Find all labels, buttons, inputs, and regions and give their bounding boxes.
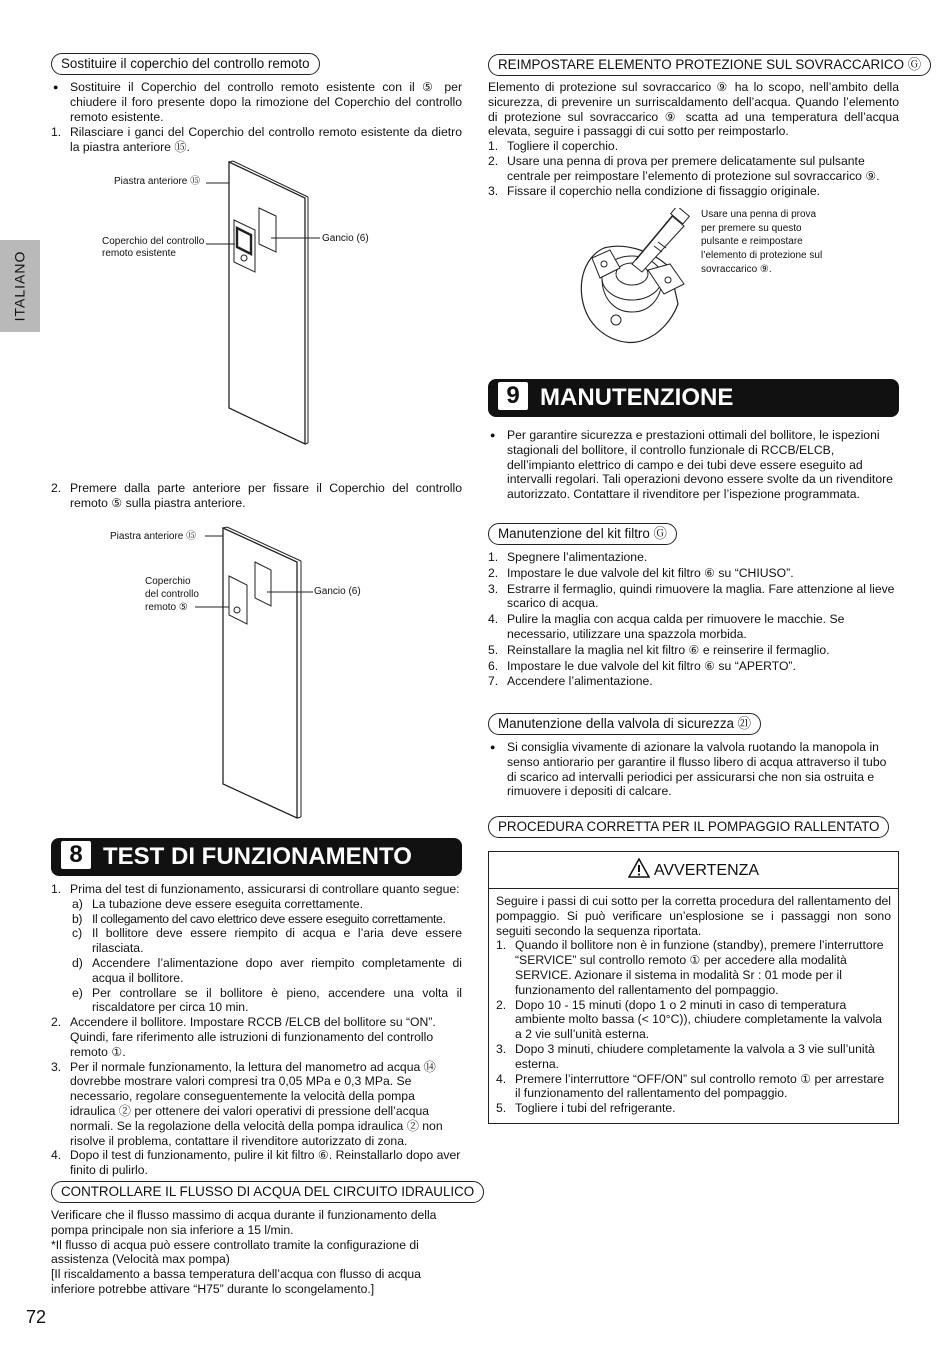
warning-body — [489, 889, 898, 1116]
language-label: ITALIANO — [11, 250, 28, 322]
list-item: ● Per garantire sicurezza e prestazioni ottimali del bollitore, le ispezioni stagionali del bollitore, il controllo funzionale di RCCB/ELCB, dell’impianto elettrico di campo e dei tubi deve essere eseguito ad intervalli regolari. Tali operazioni devono essere svolte da un rivenditore autorizzato. Contattare il rivenditore per l’ispezione programmata. — [490, 428, 893, 502]
section-title-safety-valve: Manutenzione della valvola di sicurezza ㉑ — [488, 713, 761, 735]
list-item: 4. Pulire la maglia con acqua calda per rimuovere le macchie. Se necessario, utilizzare una spazzola morbida. — [488, 612, 845, 641]
list-item: 5. Togliere i tubi del refrigerante. — [496, 1101, 676, 1116]
label-cover-line3: remoto ⑤ — [145, 602, 188, 613]
list-item: 4. Dopo il test di funzionamento, pulire il kit filtro ⑥. Reinstallarlo dopo aver finito di pulirlo. — [51, 1148, 461, 1178]
list-item: 2. Impostare le due valvole del kit filtro ⑥ su “CHIUSO”. — [488, 565, 794, 580]
test-steps — [51, 882, 462, 1178]
page-number: 72 — [26, 1307, 47, 1327]
list-item: 3. Per il normale funzionamento, la lettura del manometro ad acqua ⑭ dovrebbe mostrare valori compresi tra 0,05 MPa e 0,3 MPa. Se necessario, regolare conseguentemente la velocità della pompa idraulica ② per ottenere dei valori operativi di pressione dell’acqua normali. Se la regolazione della velocità della pompa idraulica ② non risolve il problema, contattare il rivenditore autorizzato di zona. — [51, 1059, 443, 1148]
list-item: 2. Premere dalla parte anteriore per fissare il Coperchio del controllo remoto ⑤ sulla piastra anteriore. — [51, 481, 462, 510]
label-existing-cover-line2: remoto esistente — [102, 248, 176, 259]
list-item: 6. Impostare le due valvole del kit filtro ⑥ su “APERTO”. — [488, 658, 796, 673]
sub-item: c) Il bollitore deve essere riempito di acqua e l’aria deve essere rilasciata. — [72, 926, 462, 956]
paragraph: Elemento di protezione sul sovraccarico ⑨ ha lo scopo, nell’ambito della sicurezza, di prevenire un surriscaldamento dell’acqua. Quando l’elemento di protezione sul sovraccarico ⑨ scatta ad una temperatura dell’acqua elevata, seguire i passaggi di cui sotto per reimpostarlo. — [488, 80, 899, 139]
label-front-plate: Piastra anteriore ⑮ — [114, 176, 201, 187]
maintenance-text — [488, 428, 899, 502]
list-item: 3. Fissare il coperchio nella condizione di fissaggio originale. — [488, 183, 820, 198]
replace-cover-text — [51, 80, 462, 155]
water-flow-text — [51, 1208, 462, 1297]
section-title-filter-kit: Manutenzione del kit filtro Ⓖ — [488, 523, 677, 545]
warning-icon — [628, 858, 650, 878]
section-heading: MANUTENZIONE — [540, 384, 734, 411]
label-hook: Gancio (6) — [314, 586, 361, 597]
list-item: 2. Accendere il bollitore. Impostare RCCB /ELCB del bollitore su “ON”. Quindi, fare riferimento alle istruzioni di funzionamento del controllo remoto ①. — [51, 1015, 436, 1059]
list-item: 2. Usare una penna di prova per premere delicatamente sul pulsante centrale per reimpostare l’elemento di protezione sul sovraccarico ⑨. — [488, 153, 880, 183]
list-item: 1. Prima del test di funzionamento, assicurarsi di controllare quanto segue: a) La tubazione deve essere eseguita correttamente. b) Il collegamento del cavo elettrico deve essere eseguito correttamente. c) Il bollitore deve essere riempito di acqua e l’aria deve essere rilasciata. d) Accendere l’alimentazione dopo aver riempito completamente di acqua il bollitore. e) Per controllare se il bollitore è pieno, accendere una volta il riscaldatore per circa 10 min. — [51, 882, 462, 1015]
section-number: 9 — [498, 382, 528, 410]
list-item: ● Sostituire il Coperchio del controllo remoto esistente con il ⑤ per chiudere il foro presente dopo la rimozione del Coperchio del controllo remoto esistente. — [53, 80, 462, 124]
paragraph: Seguire i passi di cui sotto per la corretta procedura del rallentamento del pompaggio. Si può verificare un’esplosione se i passaggi non sono seguiti secondo la sequenza riportata. — [496, 894, 891, 938]
list-item: 1. Togliere il coperchio. — [488, 139, 619, 154]
warning-box — [488, 851, 899, 1124]
section-banner-test — [51, 838, 462, 876]
sub-item: e) Per controllare se il bollitore è pieno, accendere una volta il riscaldatore per circa 10 min. — [72, 985, 462, 1015]
label-hook: Gancio (6) — [322, 233, 369, 244]
warning-header — [489, 852, 898, 889]
list-item: 7. Accendere l’alimentazione. — [488, 674, 653, 689]
filter-steps — [488, 550, 899, 689]
label-cover-line1: Coperchio — [145, 576, 191, 587]
section-banner-maintenance — [488, 379, 899, 417]
list-item: 1. Quando il bollitore non è in funzione (standby), premere l’interruttore “SERVICE” sul controllo remoto ① per accedere alla modalità SERVICE. Azionare il sistema in modalità Sr : 01 mode per il funzionamento del rallentamento del pompaggio. — [496, 938, 884, 997]
paragraph: *Il flusso di acqua può essere controllato tramite la configurazione di assistenza (Velocità max pompa) — [51, 1237, 419, 1267]
list-item: 5. Reinstallare la maglia nel kit filtro ⑥ e reinserire il fermaglio. — [488, 642, 830, 657]
sub-item: b) Il collegamento del cavo elettrico deve essere eseguito correttamente. — [72, 911, 446, 926]
list-item: 3. Estrarre il fermaglio, quindi rimuovere la maglia. Fare attenzione al lieve scarico di acqua. — [488, 581, 895, 611]
language-side-tab — [0, 240, 40, 332]
figure-remove-cover — [95, 158, 395, 450]
list-item: 3. Dopo 3 minuti, chiudere completamente la valvola a 3 vie sull’unità esterna. — [496, 1041, 875, 1071]
label-front-plate: Piastra anteriore ⑮ — [110, 531, 197, 542]
figure-caption: Usare una penna di prova per premere su questo pulsante e reimpostare l’elemento di protezione sul sovraccarico ⑨. — [701, 209, 823, 275]
label-existing-cover-line1: Coperchio del controllo — [102, 236, 205, 247]
sub-item: d) Accendere l’alimentazione dopo aver riempito completamente di acqua il bollitore. — [72, 955, 462, 985]
sub-item: a) La tubazione deve essere eseguita correttamente. — [72, 896, 364, 911]
label-cover-line2: del controllo — [145, 589, 199, 600]
reset-protector-text — [488, 80, 899, 198]
section-title-pump-down: PROCEDURA CORRETTA PER IL POMPAGGIO RALLENTATO — [488, 816, 889, 838]
safety-valve-text — [488, 740, 899, 799]
paragraph: Verificare che il flusso massimo di acqua durante il funzionamento della pompa principale non sia inferiore a 15 l/min. — [51, 1208, 437, 1237]
warning-title: AVVERTENZA — [653, 862, 760, 879]
list-item: 1. Spegnere l’alimentazione. — [488, 550, 648, 564]
figure-fix-cover — [95, 522, 395, 820]
list-item: 1. Rilasciare i ganci del Coperchio del controllo remoto esistente da dietro la piastra anteriore ⑮. — [51, 125, 462, 155]
list-item: ● Si consiglia vivamente di azionare la valvola ruotando la manopola in senso antiorario per garantire il flusso libero di acqua attraverso il tubo di scarico ad intervalli periodici per assicurarsi che non sia ostruita e rimuovere i depositi di calcare. — [490, 740, 887, 799]
section-title-replace-cover: Sostituire il coperchio del controllo remoto — [51, 53, 320, 75]
replace-cover-step2 — [51, 481, 462, 511]
list-item: 2. Dopo 10 - 15 minuti (dopo 1 o 2 minuti in caso di temperatura ambiente molto bassa (< 10°C)), chiudere completamente la valvola a 2 vie sull’unità esterna. — [496, 997, 882, 1042]
section-title-water-flow: CONTROLLARE IL FLUSSO DI ACQUA DEL CIRCUITO IDRAULICO — [51, 1181, 484, 1203]
section-heading: TEST DI FUNZIONAMENTO — [103, 843, 412, 870]
figure-overload-protector — [574, 208, 702, 356]
section-title-reset-protector: REIMPOSTARE ELEMENTO PROTEZIONE SUL SOVRACCARICO Ⓖ — [488, 54, 931, 76]
list-item: 4. Premere l’interruttore “OFF/ON” sul controllo remoto ① per arrestare il funzionamento del rallentamento del pompaggio. — [496, 1071, 885, 1101]
section-number: 8 — [61, 841, 91, 869]
paragraph: [Il riscaldamento a bassa temperatura dell’acqua con flusso di acqua inferiore potrebbe attivare “H75” durante lo scongelamento.] — [51, 1267, 421, 1296]
